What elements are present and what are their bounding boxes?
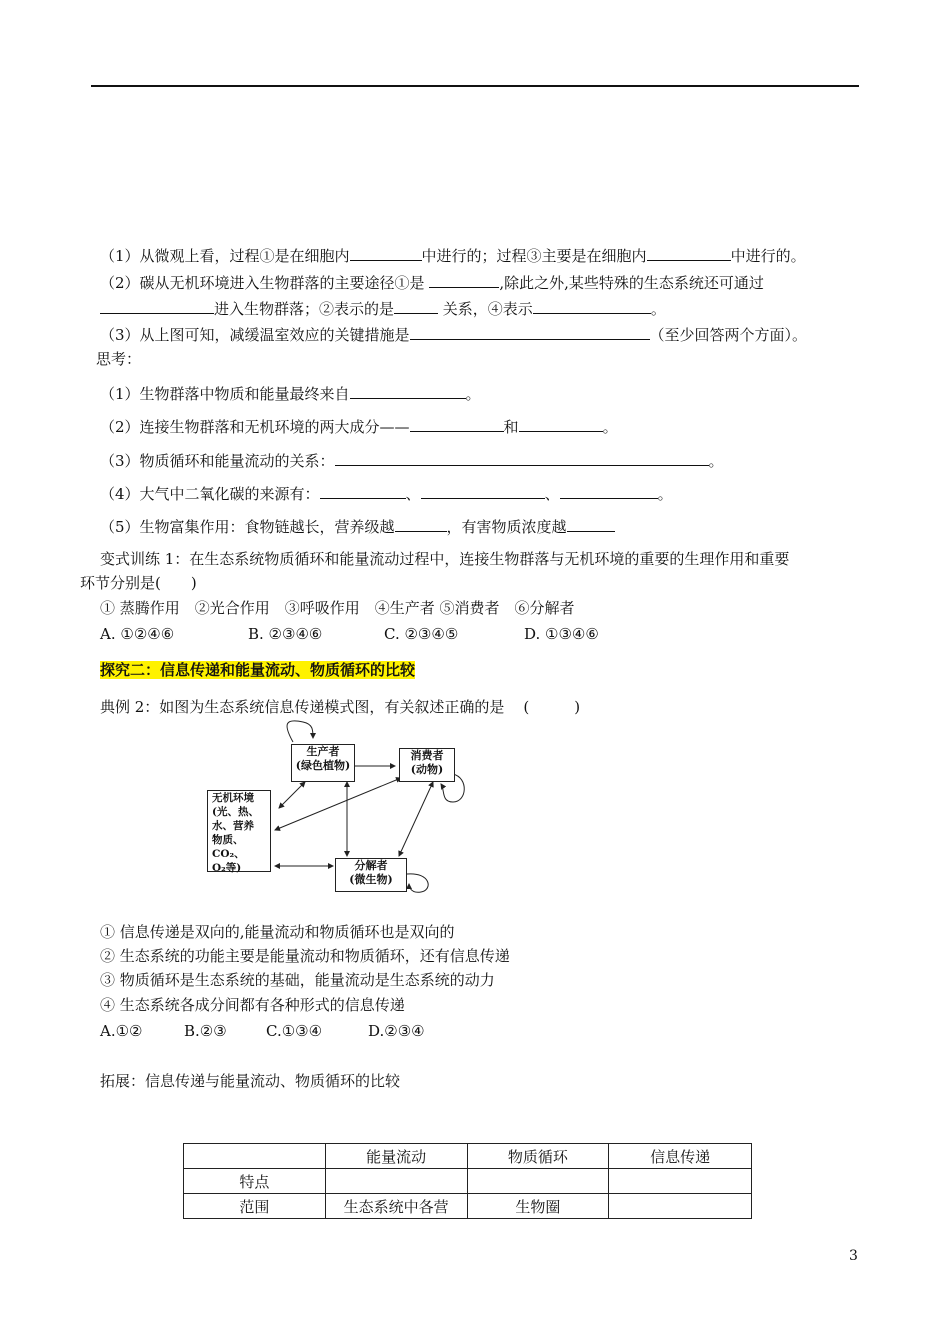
table-cell[interactable] [325, 1169, 467, 1194]
answer-blank[interactable] [100, 299, 214, 314]
table-cell: 生物圈 [467, 1194, 609, 1219]
option-a[interactable]: A. ①②④⑥ [100, 625, 175, 643]
variant-1-stem: 变式训练 1：在生态系统物质循环和能量流动过程中，连接生物群落与无机环境的重要的生理作用和重要 [100, 550, 790, 568]
table-header-row [184, 1144, 752, 1169]
question-1: （1）从微观上看，过程①是在细胞内 中进行的；过程③主要是在细胞内 中进行的。 [100, 247, 806, 265]
table-header-cell: 物质循环 [467, 1144, 609, 1169]
info-transfer-diagram [195, 720, 465, 900]
table-header-cell: 能量流动 [325, 1144, 467, 1169]
option-b[interactable]: B. ②③④⑥ [248, 625, 323, 643]
table-header-cell: 信息传递 [609, 1144, 752, 1169]
table-cell: 范围 [184, 1194, 326, 1219]
example-2-stem: 典例 2：如图为生态系统信息传递模式图，有关叙述正确的是 ( ) [100, 698, 581, 716]
statement-1: ① 信息传递是双向的,能量流动和物质循环也是双向的 [100, 923, 455, 941]
option-c[interactable]: C. ②③④⑤ [384, 625, 459, 643]
answer-blank[interactable] [350, 384, 466, 399]
answer-blank[interactable] [350, 246, 422, 261]
variant-1-items: ① 蒸腾作用 ②光合作用 ③呼吸作用 ④生产者 ⑤消费者 ⑥分解者 [100, 599, 575, 617]
think-heading: 思考： [96, 350, 142, 368]
option-b[interactable]: B.②③ [184, 1022, 227, 1040]
table-cell[interactable] [609, 1169, 752, 1194]
answer-blank[interactable] [410, 417, 504, 432]
think-5: （5）生物富集作用：食物链越长，营养级越 ，有害物质浓度越 [100, 517, 615, 537]
page-number: 3 [849, 1248, 858, 1264]
answer-blank[interactable] [533, 299, 651, 314]
answer-blank[interactable] [410, 325, 650, 340]
option-a[interactable]: A.①② [100, 1022, 143, 1040]
abiotic-environment-box: 无机环境 (光、热、 水、营养 物质、CO₂、 O₂等) [207, 790, 271, 872]
table-cell [184, 1144, 326, 1169]
consumer-box: 消费者 (动物) [399, 748, 455, 782]
table-cell[interactable] [609, 1194, 752, 1219]
producer-box: 生产者 (绿色植物) [291, 744, 355, 782]
header-rule [91, 85, 859, 87]
table-cell: 特点 [184, 1169, 326, 1194]
comparison-table [183, 1143, 752, 1219]
think-2: （2）连接生物群落和无机环境的两大成分—— 和 。 [100, 418, 618, 436]
answer-blank[interactable] [429, 273, 499, 288]
answer-blank[interactable] [519, 417, 603, 432]
option-c[interactable]: C.①③④ [266, 1022, 323, 1040]
table-cell: 生态系统中各营 [325, 1194, 467, 1219]
think-3: （3）物质循环和能量流动的关系： 。 [100, 452, 724, 470]
option-d[interactable]: D.②③④ [368, 1022, 425, 1040]
answer-blank[interactable] [395, 517, 447, 532]
statement-3: ③ 物质循环是生态系统的基础，能量流动是生态系统的动力 [100, 971, 495, 989]
answer-blank[interactable] [320, 484, 406, 499]
statement-2: ② 生态系统的功能主要是能量流动和物质循环，还有信息传递 [100, 947, 510, 965]
table-row [184, 1169, 752, 1194]
question-2-cont: 进入生物群落；②表示的是 关系，④表示 。 [100, 299, 666, 319]
question-2: （2）碳从无机环境进入生物群落的主要途径①是 ,除此之外,某些特殊的生态系统还可通过 [100, 274, 764, 292]
table-cell[interactable] [467, 1169, 609, 1194]
decomposer-box: 分解者 (微生物) [335, 858, 407, 892]
answer-blank[interactable] [394, 299, 438, 314]
extension-heading: 拓展：信息传递与能量流动、物质循环的比较 [100, 1072, 401, 1090]
answer-blank[interactable] [335, 451, 709, 466]
option-d[interactable]: D. ①③④⑥ [524, 625, 599, 643]
think-1: （1）生物群落中物质和能量最终来自 。 [100, 385, 481, 403]
think-4: （4）大气中二氧化碳的来源有： 、 、 。 [100, 485, 673, 503]
answer-blank[interactable] [560, 484, 658, 499]
answer-blank[interactable] [567, 517, 615, 532]
answer-blank[interactable] [647, 246, 731, 261]
answer-blank[interactable] [421, 484, 545, 499]
table-row [184, 1194, 752, 1219]
variant-1-stem-cont: 环节分别是( ) [80, 574, 197, 592]
statement-4: ④ 生态系统各成分间都有各种形式的信息传递 [100, 996, 405, 1014]
section-heading: 探究二：信息传递和能量流动、物质循环的比较 [100, 661, 416, 679]
question-3: （3）从上图可知，减缓温室效应的关键措施是 （至少回答两个方面）。 [100, 326, 808, 344]
